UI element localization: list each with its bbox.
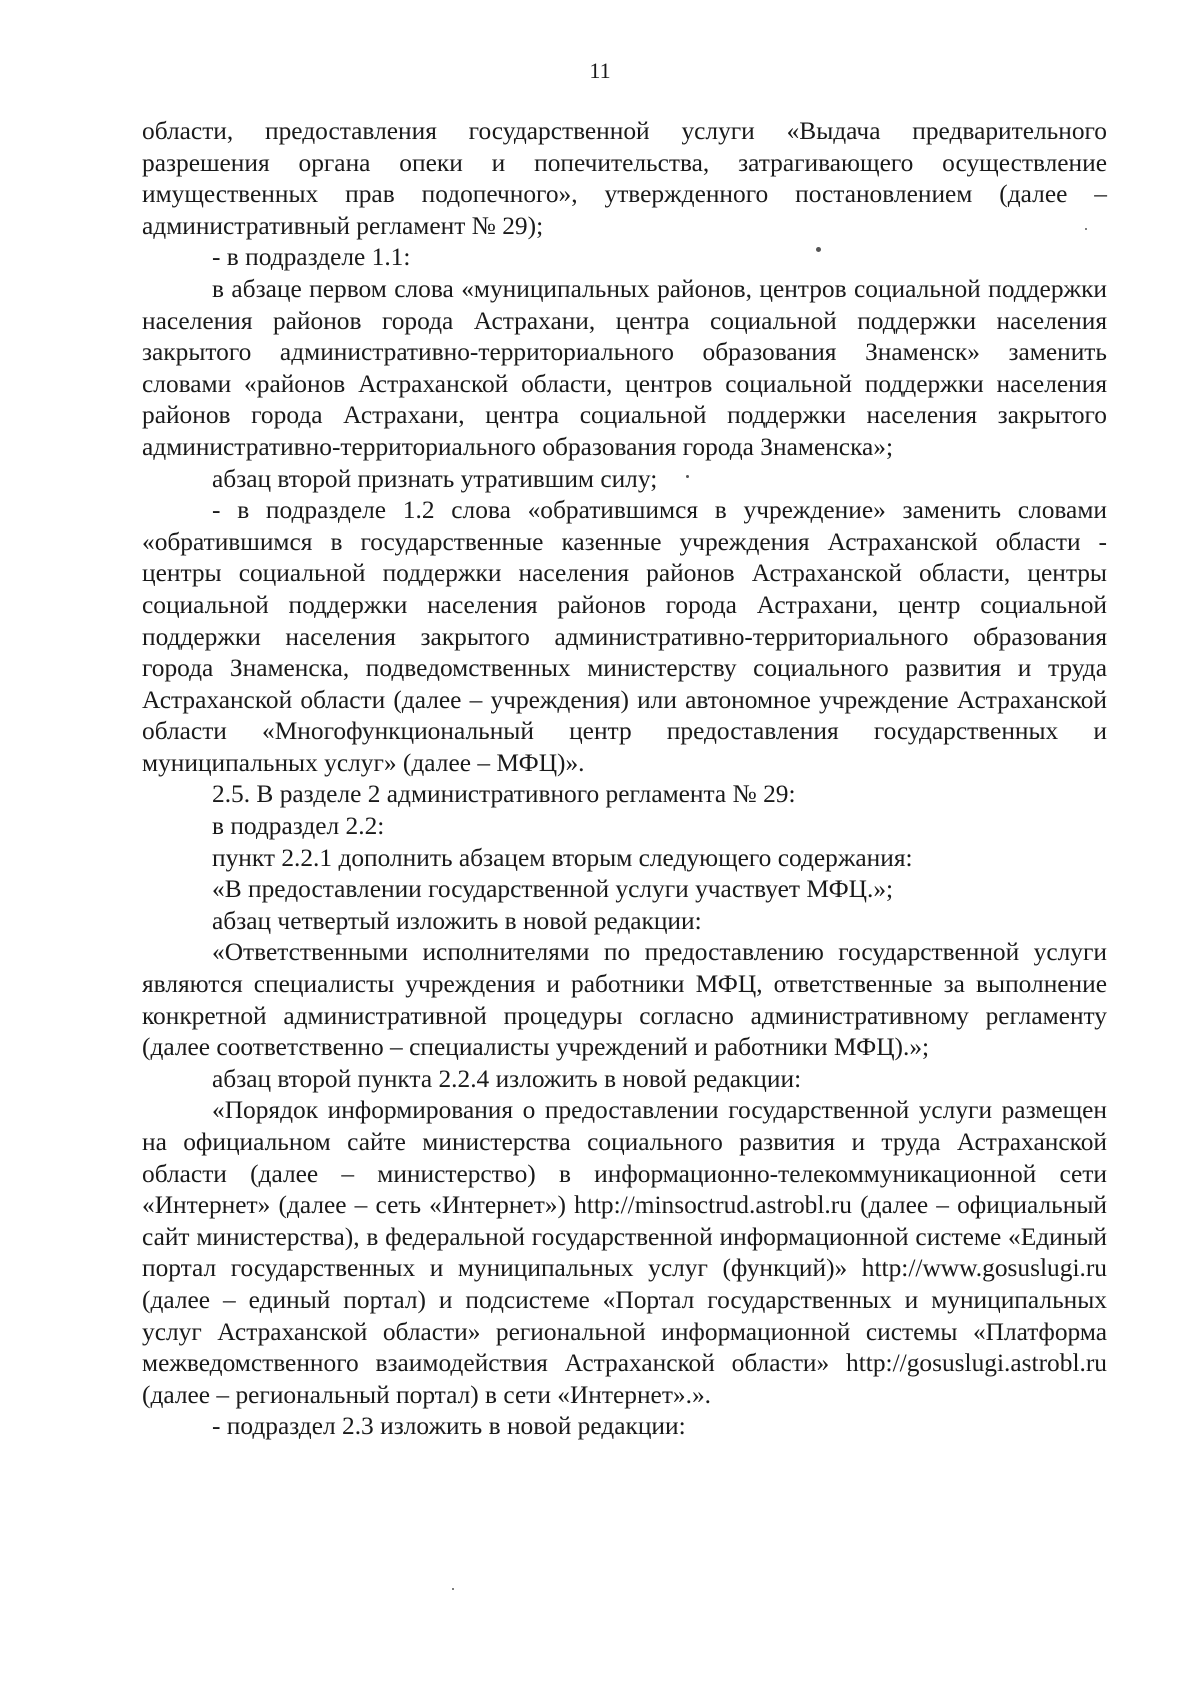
scan-speck [686, 475, 689, 478]
paragraph-9: «В предоставлении государственной услуги участвует МФЦ.»; [212, 875, 894, 904]
paragraph-4: абзац второй признать утратившим силу; [212, 464, 658, 493]
paragraph-8: пункт 2.2.1 дополнить абзацем вторым следующего содержания: [212, 843, 913, 872]
paragraph-2: - в подразделе 1.1: [212, 243, 411, 272]
paragraph-3: в абзаце первом слова «муниципальных районов, центров социальной поддержки населения районов города Астрахани, центра социальной поддержки населения закрытого административно-территориального образования Знаменск» заменить словами «районов Астраханской области, центров социальной поддержки населения районов города Астрахани, центра социальной поддержки населения закрытого административно-территориального образования города Знаменска»; [142, 274, 1107, 461]
paragraph-1: области, предоставления государственной услуги «Выдача предварительного разрешения органа опеки и попечительства, затрагивающего осуществление имущественных прав подопечного», утвержденного постановлением (далее – административный регламент № 29); [142, 117, 1107, 240]
paragraph-12: абзац второй пункта 2.2.4 изложить в новой редакции: [212, 1064, 802, 1093]
paragraph-11: «Ответственными исполнителями по предоставлению государственной услуги являются специалисты учреждения и работники МФЦ, ответственные за выполнение конкретной административной процедуры согласно административному регламенту (далее соответственно – специалисты учреждений и работники МФЦ).»; [142, 938, 1107, 1062]
scan-speck [816, 247, 821, 252]
paragraph-10: абзац четвертый изложить в новой редакции: [212, 906, 702, 935]
page-number: 11 [589, 58, 611, 83]
scan-speck [1085, 228, 1087, 230]
paragraph-14: - подраздел 2.3 изложить в новой редакции: [212, 1412, 686, 1441]
paragraph-5: - в подразделе 1.2 слова «обратившимся в учреждение» заменить словами «обратившимся в государственные казенные учреждения Астраханской области - центры социальной поддержки населения районов Астраханской области, центры социальной поддержки населения районов города Астрахани, центр социальной поддержки населения закрытого административно-территориального образования города Знаменска, подведомственных министерству социального развития и труда Астраханской области (далее – учреждения) или автономное учреждение Астраханской области «Многофункциональный центр предоставления государственных и муниципальных услуг» (далее – МФЦ)». [142, 496, 1107, 777]
paragraph-6: 2.5. В разделе 2 административного регламента № 29: [212, 780, 796, 809]
paragraph-13: «Порядок информирования о предоставлении государственной услуги размещен на официальном сайте министерства социального развития и труда Астраханской области (далее – министерство) в информационно-телекоммуникационной сети «Интернет» (далее – сеть «Интернет») http://minsoctrud.astrobl.ru (далее – официальный сайт министерства), в федеральной государственной информационной системе «Единый портал государственных и муниципальных услуг (функций)» http://www.gosuslugi.ru (далее – единый портал) и подсистеме «Портал государственных и муниципальных услуг Астраханской области» региональной информационной системы «Платформа межведомственного взаимодействия Астраханской области» http://gosuslugi.astrobl.ru (далее – региональный портал) в сети «Интернет».». [142, 1096, 1107, 1409]
document-body [142, 116, 1107, 1443]
paragraph-7: в подраздел 2.2: [212, 812, 385, 841]
scan-speck [452, 1588, 454, 1590]
